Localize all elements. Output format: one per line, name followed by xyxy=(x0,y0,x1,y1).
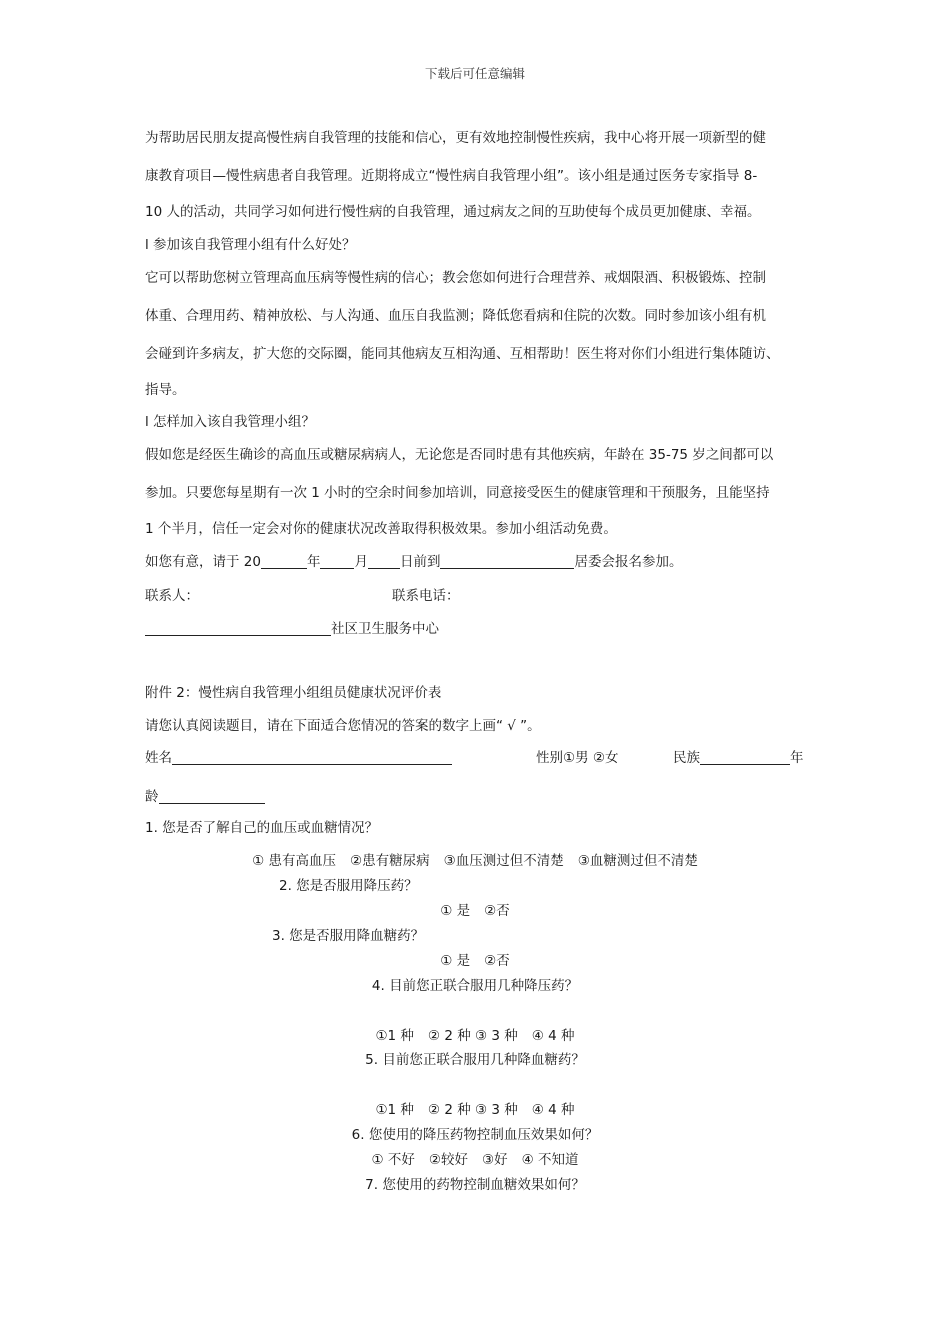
join-line-1: 假如您是经医生确诊的高血压或糖尿病病人，无论您是否同时患有其他疾病，年龄在 35-75 岁之间都可以 xyxy=(145,447,774,463)
question-1-options xyxy=(0,851,950,871)
option[interactable]: ②患有糖尿病 xyxy=(350,853,430,869)
signup-day-before: 日前到 xyxy=(399,554,441,570)
option[interactable]: ④ 4 种 xyxy=(531,1102,575,1118)
option[interactable]: ①1 种 xyxy=(375,1102,414,1118)
question-1: 1. 您是否了解自己的血压或血糖情况？ xyxy=(145,820,379,836)
age-blank[interactable] xyxy=(159,789,265,804)
age-label-part2: 龄 xyxy=(145,789,159,805)
join-line-2: 参加。只要您每星期有一次 1 小时的空余时间参加培训，同意接受医生的健康管理和干预服务，且能坚持 xyxy=(145,485,770,501)
option[interactable]: ②否 xyxy=(484,953,510,969)
option[interactable]: ① 患有高血压 xyxy=(252,853,337,869)
option[interactable]: ③血糖测过但不清楚 xyxy=(577,853,698,869)
question-6-options xyxy=(0,1150,950,1170)
question-3-options xyxy=(0,951,950,971)
center-blank[interactable] xyxy=(145,621,331,636)
benefit-line-3: 会碰到许多病友，扩大您的交际圈，能同其他病友互相沟通、互相帮助！医生将对你们小组进行集体随访、 xyxy=(145,346,780,362)
year-blank[interactable] xyxy=(261,554,307,569)
contact-phone-label: 联系电话： xyxy=(392,588,460,604)
question-5-options xyxy=(0,1100,950,1120)
option[interactable]: ② 2 种 ③ 3 种 xyxy=(427,1102,518,1118)
signup-month: 月 xyxy=(354,554,368,570)
question-2: 2. 您是否服用降压药？ xyxy=(279,878,418,894)
heading-benefit: l 参加该自我管理小组有什么好处？ xyxy=(145,237,356,253)
question-3: 3. 您是否服用降血糖药？ xyxy=(272,928,425,944)
question-4-options xyxy=(0,1026,950,1046)
signup-year: 年 xyxy=(306,554,321,570)
signup-line xyxy=(145,552,682,572)
benefit-line-1: 它可以帮助您树立管理高血压病等慢性病的信心；教会您如何进行合理营养、戒烟限酒、积极锻炼、控制 xyxy=(145,270,766,286)
page-header: 下载后可任意编辑 xyxy=(424,66,525,81)
option[interactable]: ②较好 xyxy=(428,1152,468,1168)
option[interactable]: ②否 xyxy=(484,903,510,919)
month-blank[interactable] xyxy=(320,554,354,569)
age-label-part1: 年 xyxy=(790,750,804,766)
name-label: 姓名 xyxy=(145,750,172,766)
name-field xyxy=(145,748,452,768)
center-line xyxy=(145,619,439,639)
signup-prefix: 如您有意，请于 20 xyxy=(145,554,261,570)
contact-person-label: 联系人： xyxy=(145,588,199,604)
name-blank[interactable] xyxy=(172,750,452,765)
benefit-line-4: 指导。 xyxy=(145,382,186,398)
neighborhood-blank[interactable] xyxy=(440,554,574,569)
ethnicity-label: 民族 xyxy=(673,750,700,766)
intro-line-2: 康教育项目—慢性病患者自我管理。近期将成立“慢性病自我管理小组”。该小组是通过医务专家指导 8- xyxy=(145,168,758,184)
question-2-options xyxy=(0,901,950,921)
option[interactable]: ④ 不知道 xyxy=(521,1152,579,1168)
option[interactable]: ③血压测过但不清楚 xyxy=(443,853,564,869)
option[interactable]: ①1 种 xyxy=(375,1028,414,1044)
question-5: 5. 目前您正联合服用几种降血糖药？ xyxy=(365,1052,585,1068)
intro-line-3: 10 人的活动，共同学习如何进行慢性病的自我管理，通过病友之间的互助使每个成员更加健康、幸福。 xyxy=(145,204,761,220)
signup-suffix: 居委会报名参加。 xyxy=(574,554,683,570)
day-blank[interactable] xyxy=(368,554,400,569)
option[interactable]: ④ 4 种 xyxy=(531,1028,575,1044)
join-line-3: 1 个半月，信任一定会对你的健康状况改善取得积极效果。参加小组活动免费。 xyxy=(145,521,617,537)
option[interactable]: ② 2 种 ③ 3 种 xyxy=(427,1028,518,1044)
question-7: 7. 您使用的药物控制血糖效果如何？ xyxy=(365,1177,585,1193)
question-4: 4. 目前您正联合服用几种降压药？ xyxy=(371,978,579,994)
benefit-line-2: 体重、合理用药、精神放松、与人沟通、血压自我监测；降低您看病和住院的次数。同时参加该小组有机 xyxy=(145,308,766,324)
heading-join: l 怎样加入该自我管理小组？ xyxy=(145,414,316,430)
ethnicity-field xyxy=(673,748,804,768)
gender-field[interactable]: 性别①男 ②女 xyxy=(536,750,619,766)
ethnicity-blank[interactable] xyxy=(700,750,790,765)
option[interactable]: ① 是 xyxy=(440,953,471,969)
option[interactable]: ③好 xyxy=(482,1152,508,1168)
instruction: 请您认真阅读题目，请在下面适合您情况的答案的数字上画“ √ ”。 xyxy=(145,718,541,734)
option[interactable]: ① 是 xyxy=(440,903,471,919)
question-6: 6. 您使用的降压药物控制血压效果如何？ xyxy=(351,1127,599,1143)
annex-title: 附件 2：慢性病自我管理小组组员健康状况评价表 xyxy=(145,685,442,701)
age-field xyxy=(145,787,265,807)
intro-line-1: 为帮助居民朋友提高慢性病自我管理的技能和信心，更有效地控制慢性疾病，我中心将开展一项新型的健 xyxy=(145,130,766,146)
center-label: 社区卫生服务中心 xyxy=(331,621,439,637)
option[interactable]: ① 不好 xyxy=(371,1152,415,1168)
